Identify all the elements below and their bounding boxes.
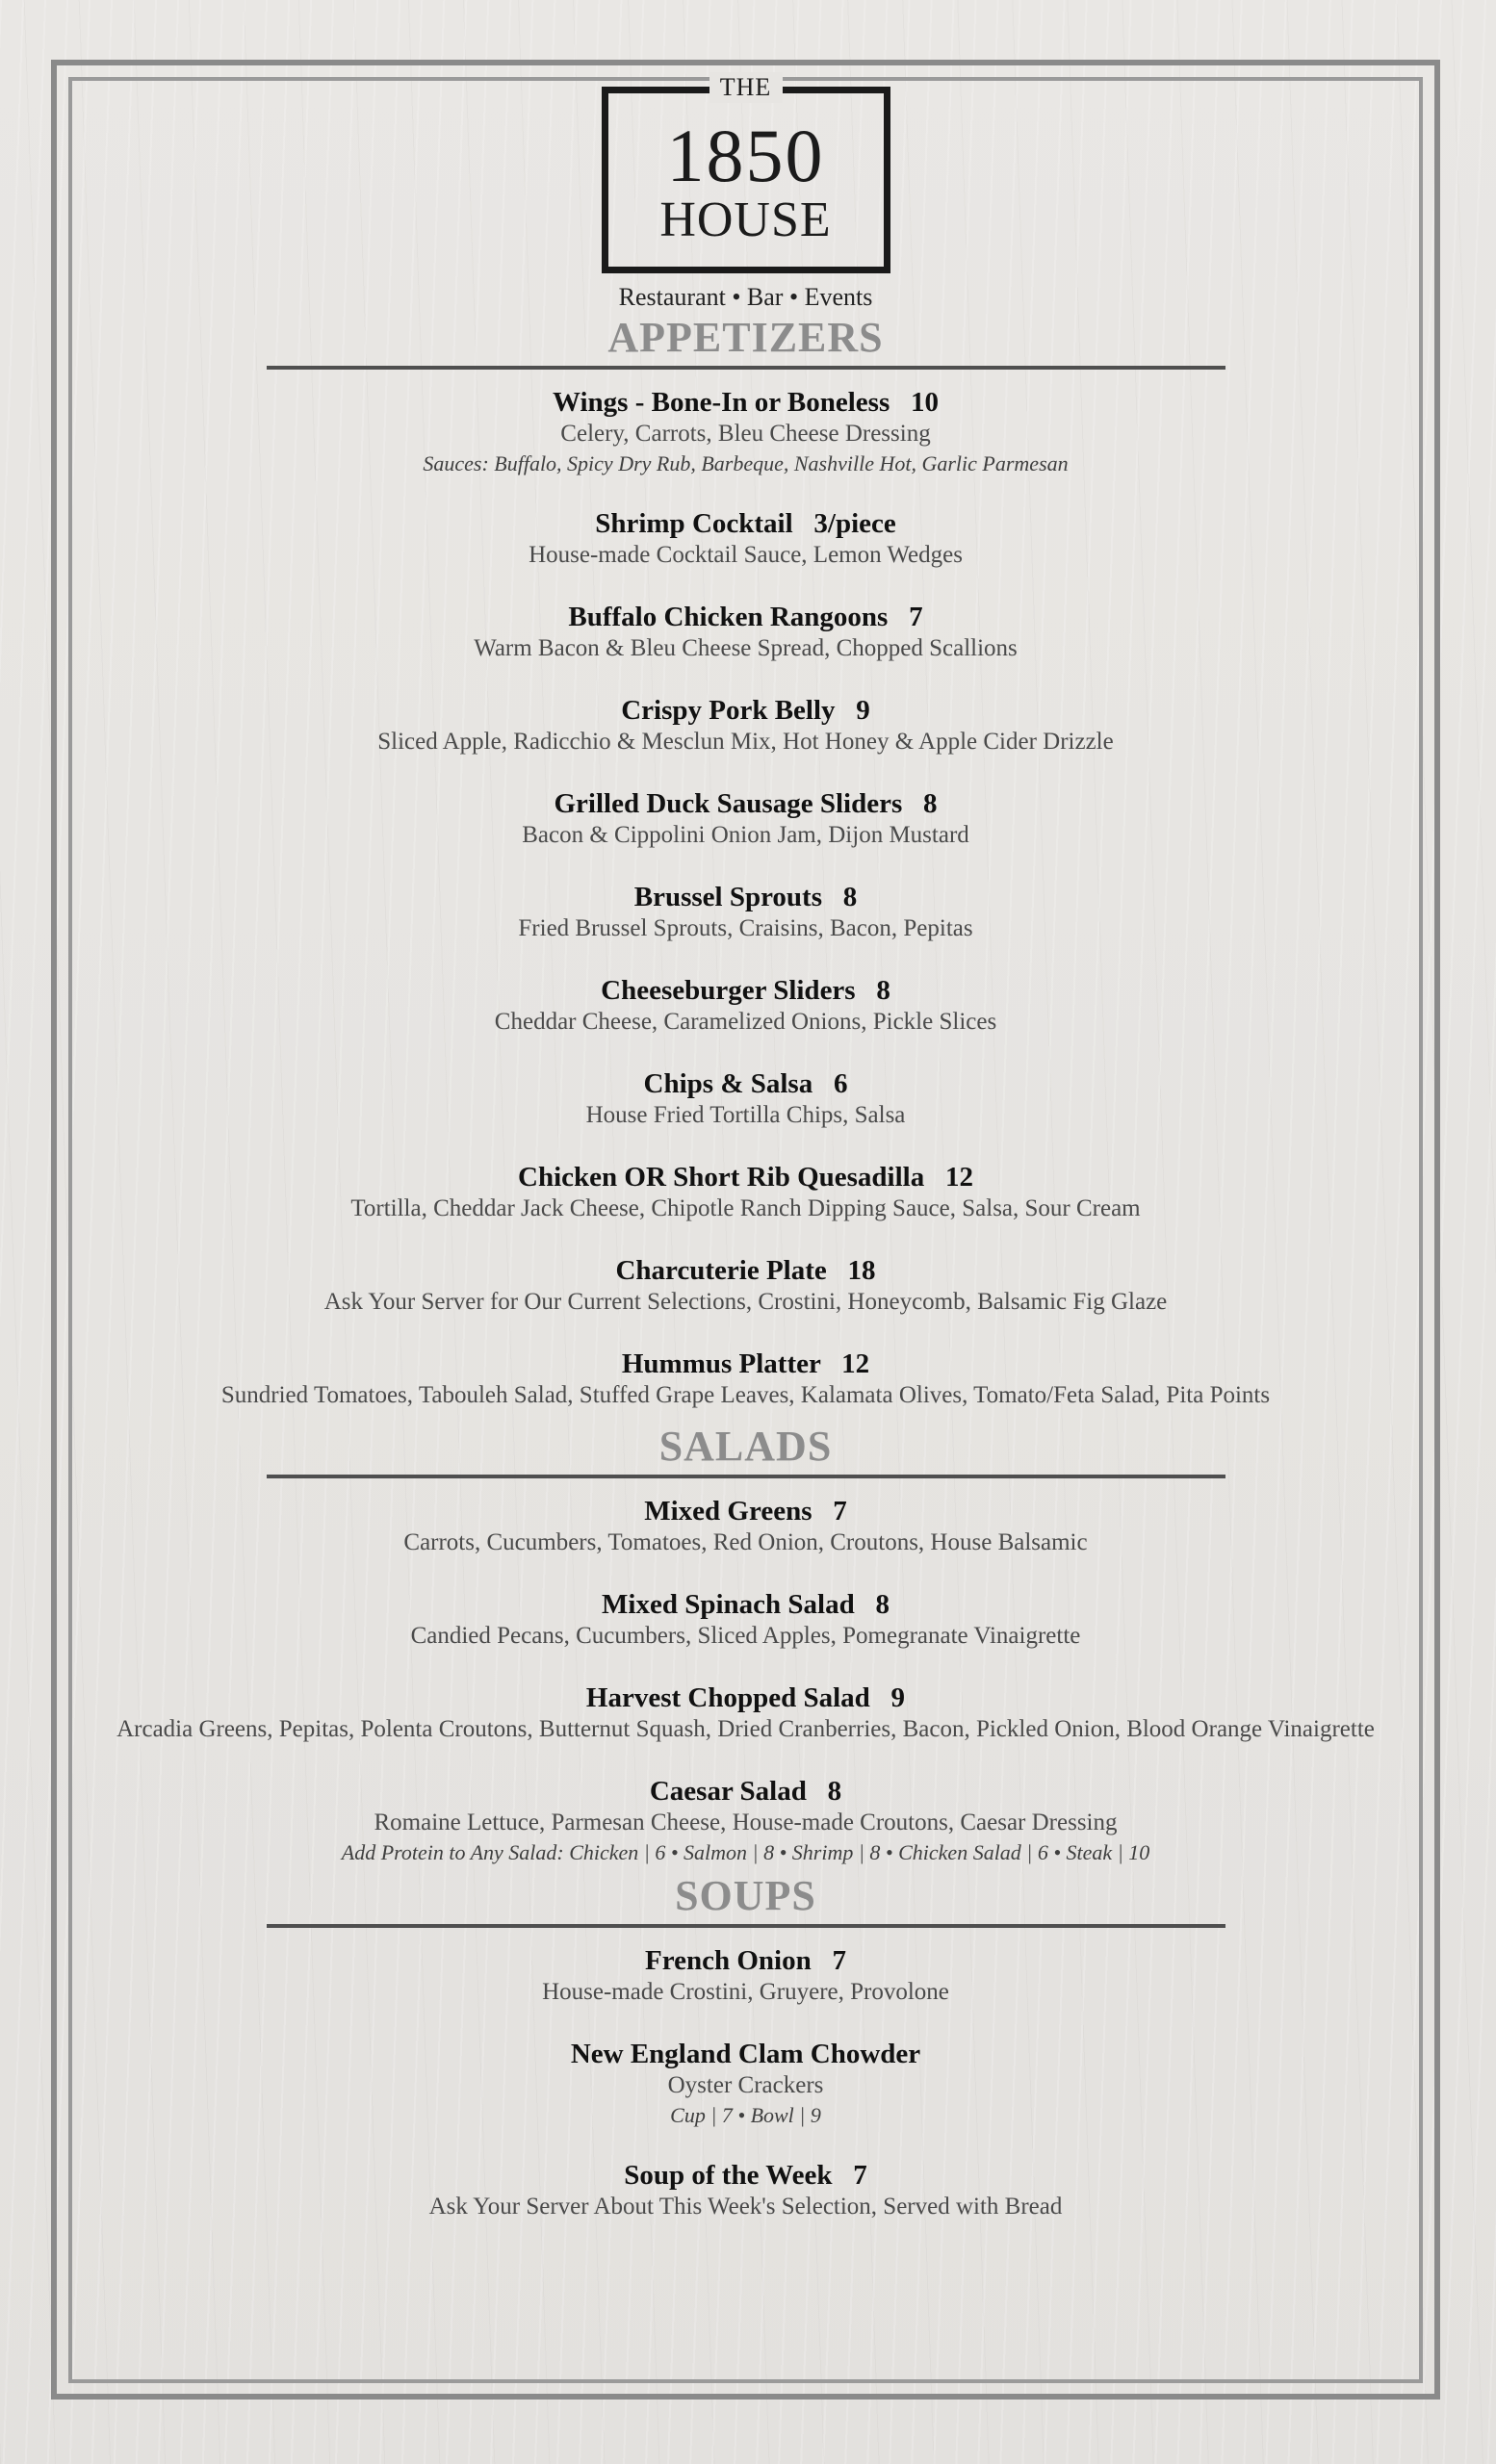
item-name: Mixed Spinach Salad 8 — [602, 1589, 890, 1620]
item-description: House-made Cocktail Sauce, Lemon Wedges — [529, 542, 963, 568]
item-description: House-made Crostini, Gruyere, Provolone — [542, 1979, 949, 2005]
item-name: Buffalo Chicken Rangoons 7 — [568, 602, 923, 632]
item-name: Grilled Duck Sausage Sliders 8 — [554, 788, 938, 819]
menu-item — [72, 1348, 1419, 1411]
menu-item — [72, 788, 1419, 851]
menu-item — [72, 387, 1419, 477]
item-description: Sundried Tomatoes, Tabouleh Salad, Stuffed Grape Leaves, Kalamata Olives, Tomato/Feta Salad, Pita Points — [220, 1382, 1271, 1408]
item-note: Add Protein to Any Salad: Chicken | 6 • Salmon | 8 • Shrimp | 8 • Chicken Salad | 6 • Steak | 10 — [341, 1840, 1150, 1864]
item-name: Caesar Salad 8 — [649, 1776, 842, 1807]
item-name: Brussel Sprouts 8 — [633, 882, 858, 912]
menu-item — [72, 1945, 1419, 2008]
item-description: Tortilla, Cheddar Jack Cheese, Chipotle Ranch Dipping Sauce, Salsa, Sour Cream — [350, 1195, 1141, 1221]
item-description: House Fried Tortilla Chips, Salsa — [585, 1102, 906, 1128]
menu-item — [72, 1682, 1419, 1745]
item-description: Carrots, Cucumbers, Tomatoes, Red Onion, Croutons, House Balsamic — [403, 1529, 1088, 1555]
item-description: Bacon & Cippolini Onion Jam, Dijon Mustard — [522, 822, 969, 848]
logo-house: HOUSE — [659, 192, 832, 247]
item-description: Ask Your Server for Our Current Selections, Crostini, Honeycomb, Balsamic Fig Glaze — [323, 1289, 1168, 1315]
item-name: Wings - Bone-In or Boneless 10 — [553, 387, 939, 418]
item-name: French Onion 7 — [645, 1945, 846, 1976]
item-description: Fried Brussel Sprouts, Craisins, Bacon, Pepitas — [518, 915, 973, 941]
menu-item — [72, 1776, 1419, 1866]
section-title: SOUPS — [675, 1872, 816, 1919]
item-description: Celery, Carrots, Bleu Cheese Dressing — [560, 421, 931, 447]
item-description: Sliced Apple, Radicchio & Mesclun Mix, Hot Honey & Apple Cider Drizzle — [377, 729, 1114, 755]
menu-item — [72, 508, 1419, 571]
menu-item — [72, 975, 1419, 1038]
menu-item — [72, 1255, 1419, 1318]
section-divider — [267, 1475, 1225, 1478]
item-name: Soup of the Week 7 — [624, 2160, 867, 2191]
logo-box — [602, 73, 890, 273]
menu-item — [72, 1162, 1419, 1224]
item-description: Cheddar Cheese, Caramelized Onions, Pickle Slices — [494, 1009, 997, 1035]
logo-the: THE — [709, 72, 783, 103]
item-description: Candied Pecans, Cucumbers, Sliced Apples, Pomegranate Vinaigrette — [410, 1623, 1081, 1649]
item-description: Oyster Crackers — [667, 2072, 824, 2098]
section-appetizers — [72, 314, 1419, 1411]
item-name: Harvest Chopped Salad 9 — [585, 1682, 906, 1713]
restaurant-logo — [592, 73, 900, 312]
menu-item — [72, 2039, 1419, 2129]
section-title: APPETIZERS — [607, 314, 884, 361]
menu-item — [72, 2160, 1419, 2222]
logo-year: 1850 — [666, 114, 825, 197]
section-divider — [267, 366, 1225, 370]
section-soups — [72, 1872, 1419, 2222]
menu-item — [72, 1496, 1419, 1558]
item-description: Warm Bacon & Bleu Cheese Spread, Chopped Scallions — [474, 635, 1018, 661]
logo-tagline: Restaurant • Bar • Events — [618, 283, 873, 311]
item-name: New England Clam Chowder — [570, 2039, 921, 2069]
item-description: Arcadia Greens, Pepitas, Polenta Croutons, Butternut Squash, Dried Cranberries, Bacon, Pickled Onion, Blood Orange Vinaigrette — [116, 1716, 1375, 1742]
item-name: Chips & Salsa 6 — [643, 1068, 848, 1099]
menu-item — [72, 1589, 1419, 1652]
menu-item — [72, 695, 1419, 757]
item-note: Sauces: Buffalo, Spicy Dry Rub, Barbeque, Nashville Hot, Garlic Parmesan — [423, 451, 1069, 475]
section-title: SALADS — [658, 1423, 833, 1470]
section-divider — [267, 1924, 1225, 1928]
item-description: Romaine Lettuce, Parmesan Cheese, House-made Croutons, Caesar Dressing — [374, 1810, 1118, 1835]
menu-content — [72, 73, 1419, 2253]
menu-item — [72, 602, 1419, 664]
item-name: Chicken OR Short Rib Quesadilla 12 — [518, 1162, 973, 1193]
item-name: Cheeseburger Sliders 8 — [601, 975, 890, 1006]
item-name: Charcuterie Plate 18 — [615, 1255, 876, 1286]
section-salads — [72, 1423, 1419, 1866]
item-note: Cup | 7 • Bowl | 9 — [670, 2103, 821, 2127]
item-name: Mixed Greens 7 — [644, 1496, 847, 1527]
item-name: Crispy Pork Belly 9 — [621, 695, 870, 726]
menu-item — [72, 1068, 1419, 1131]
item-name: Shrimp Cocktail 3/piece — [595, 508, 896, 539]
item-description: Ask Your Server About This Week's Selection, Served with Bread — [428, 2194, 1063, 2220]
item-name: Hummus Platter 12 — [621, 1348, 870, 1379]
menu-item — [72, 882, 1419, 944]
